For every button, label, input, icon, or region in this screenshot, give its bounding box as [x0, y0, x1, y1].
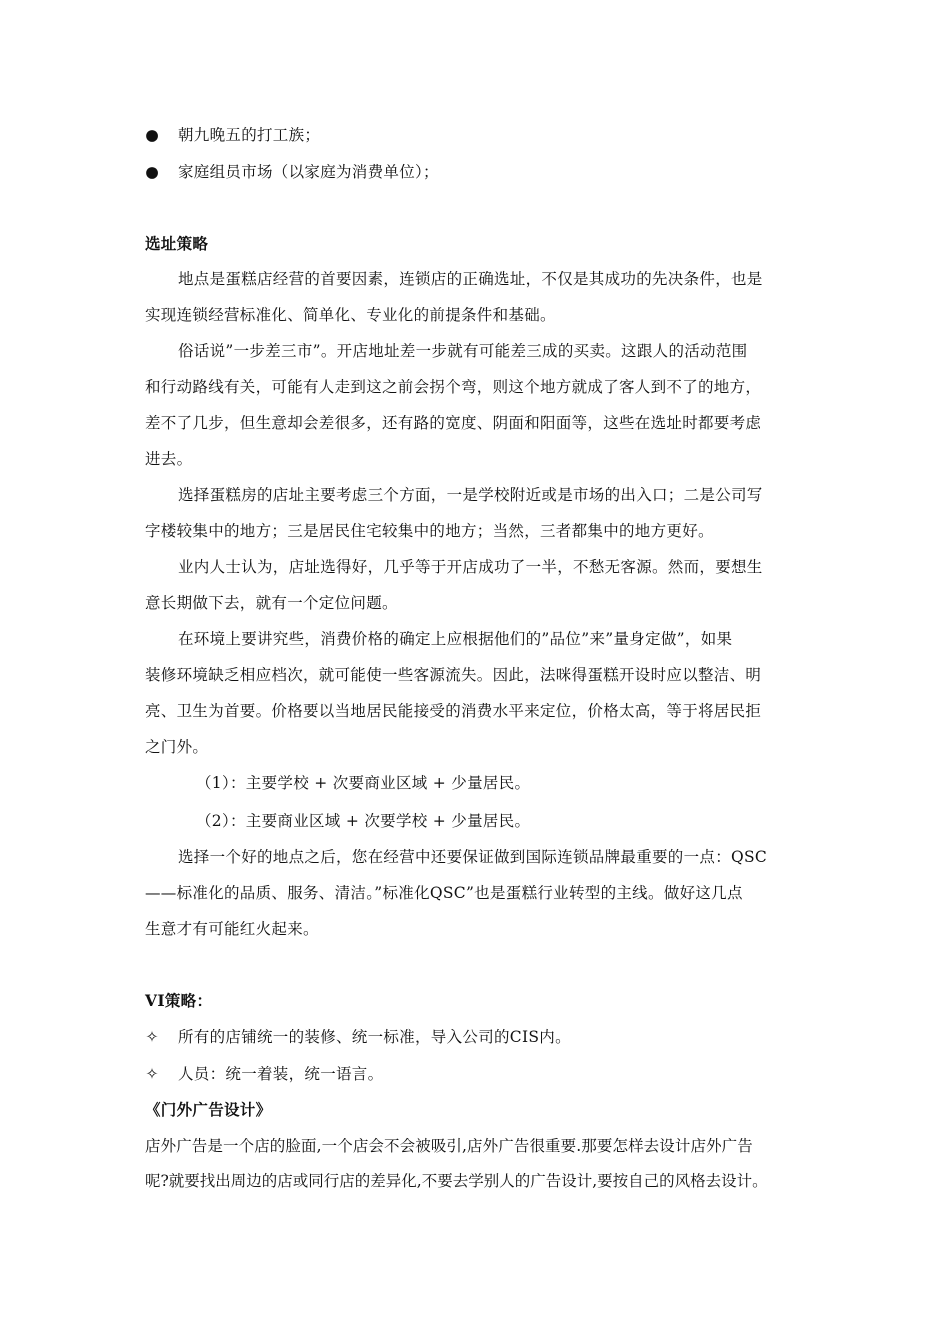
formula-line: （1）：主要学校 + 次要商业区域 + 少量居民。 — [196, 774, 531, 792]
paragraph-line: 进去。 — [145, 450, 193, 468]
paragraph-line: 地点是蛋糕店经营的首要因素，连锁店的正确选址，不仅是其成功的先决条件，也是 — [178, 270, 763, 288]
paragraph-line: 和行动路线有关，可能有人走到这之前会拐个弯，则这个地方就成了客人到不了的地方， — [145, 378, 762, 396]
paragraph-line: 选择一个好的地点之后，您在经营中还要保证做到国际连锁品牌最重要的一点：QSC — [178, 848, 768, 866]
paragraph-line: 在环境上要讲究些，消费价格的确定上应根据他们的”品位”来”量身定做”，如果 — [178, 630, 733, 648]
paragraph-line: 意长期做下去，就有一个定位问题。 — [145, 594, 398, 612]
diamond-bullet-icon: ✧ — [145, 1065, 159, 1083]
diamond-bullet-icon: ✧ — [145, 1028, 159, 1046]
bullet-text: 朝九晚五的打工族； — [178, 126, 321, 144]
section-heading-ad: 《门外广告设计》 — [145, 1100, 272, 1119]
paragraph-line: 差不了几步，但生意却会差很多，还有路的宽度、阴面和阳面等，这些在选址时都要考虑 — [145, 414, 762, 432]
vi-item-text: 人员：统一着装，统一语言。 — [178, 1065, 384, 1083]
bullet-dot-icon: ● — [145, 163, 159, 181]
bullet-text: 家庭组员市场（以家庭为消费单位）； — [178, 163, 439, 181]
paragraph-line: 呢?就要找出周边的店或同行店的差异化,不要去学别人的广告设计,要按自己的风格去设计。 — [145, 1172, 768, 1190]
paragraph-line: 业内人士认为，店址选得好，几乎等于开店成功了一半，不愁无客源。然而，要想生 — [178, 558, 763, 576]
paragraph-line: 装修环境缺乏相应档次，就可能使一些客源流失。因此，法咪得蛋糕开设时应以整洁、明 — [145, 666, 762, 684]
paragraph-line: 亮、卫生为首要。价格要以当地居民能接受的消费水平来定位，价格太高，等于将居民拒 — [145, 702, 762, 720]
paragraph-line: ——标准化的品质、服务、清洁。”标准化QSC”也是蛋糕行业转型的主线。做好这几点 — [145, 884, 743, 902]
paragraph-line: 实现连锁经营标准化、简单化、专业化的前提条件和基础。 — [145, 306, 556, 324]
paragraph-line: 俗话说”一步差三市”。开店地址差一步就有可能差三成的买卖。这跟人的活动范围 — [178, 342, 748, 360]
section-heading-location: 选址策略 — [145, 234, 209, 253]
paragraph-line: 店外广告是一个店的脸面,一个店会不会被吸引,店外广告很重要.那要怎样去设计店外广告 — [145, 1137, 753, 1155]
paragraph-line: 选择蛋糕房的店址主要考虑三个方面，一是学校附近或是市场的出入口；二是公司写 — [178, 486, 763, 504]
section-heading-vi: VI策略： — [145, 991, 213, 1010]
formula-line: （2）：主要商业区域 + 次要学校 + 少量居民。 — [196, 812, 531, 830]
paragraph-line: 之门外。 — [145, 738, 209, 756]
bullet-dot-icon: ● — [145, 126, 159, 144]
paragraph-line: 字楼较集中的地方；三是居民住宅较集中的地方；当然，三者都集中的地方更好。 — [145, 522, 714, 540]
vi-item-text: 所有的店铺统一的装修、统一标准，导入公司的CIS内。 — [178, 1028, 571, 1046]
paragraph-line: 生意才有可能红火起来。 — [145, 920, 319, 938]
